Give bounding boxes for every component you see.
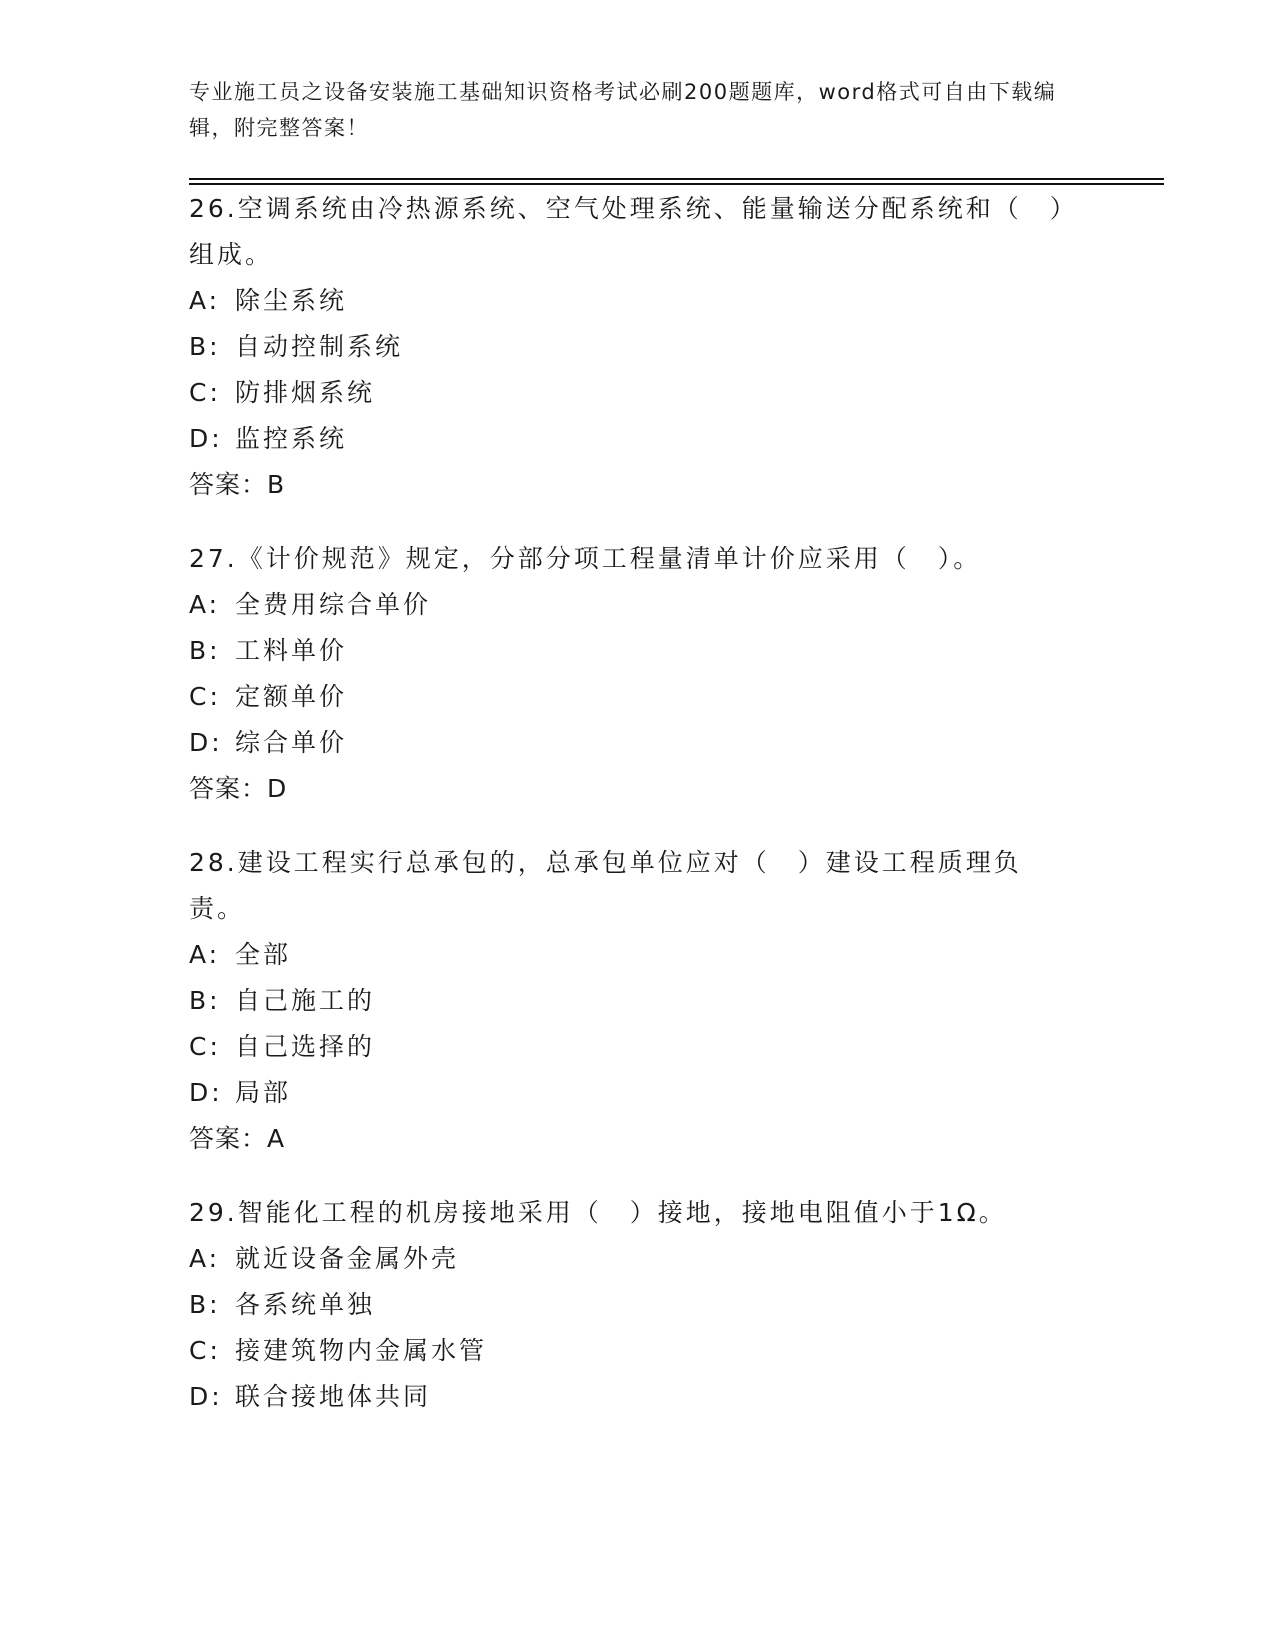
option-letter: A: — [189, 940, 221, 969]
option-text: 防排烟系统 — [235, 378, 376, 407]
option-text: 定额单价 — [235, 682, 348, 711]
answer-line: 答案：D — [189, 774, 288, 803]
header-divider-bottom — [189, 183, 1164, 185]
answer-line: 答案：B — [189, 470, 286, 499]
option-letter: C: — [189, 1032, 221, 1061]
option-text: 自动控制系统 — [235, 332, 404, 361]
option-letter: D: — [189, 1382, 223, 1411]
option-text: 就近设备金属外壳 — [235, 1244, 460, 1273]
answer-line: 答案：A — [189, 1124, 286, 1153]
option-text: 各系统单独 — [235, 1290, 376, 1319]
option-c — [189, 1024, 1069, 1070]
option-text: 监控系统 — [235, 424, 348, 453]
option-text: 自己施工的 — [235, 986, 376, 1015]
option-c — [189, 1328, 1069, 1374]
option-text: 工料单价 — [235, 636, 348, 665]
option-a — [189, 582, 1069, 628]
option-letter: A: — [189, 1244, 221, 1273]
option-d — [189, 720, 1069, 766]
question-29 — [189, 1190, 1069, 1420]
option-text: 自己选择的 — [235, 1032, 376, 1061]
option-d — [189, 1070, 1069, 1116]
option-letter: A: — [189, 286, 221, 315]
option-text: 全费用综合单价 — [235, 590, 432, 619]
option-d — [189, 416, 1069, 462]
option-letter: C: — [189, 378, 221, 407]
option-text: 全部 — [235, 940, 292, 969]
option-b — [189, 1282, 1069, 1328]
option-letter: B: — [189, 1290, 221, 1319]
option-text: 联合接地体共同 — [235, 1382, 432, 1411]
option-letter: A: — [189, 590, 221, 619]
question-26 — [189, 186, 1069, 508]
option-text: 接建筑物内金属水管 — [235, 1336, 488, 1365]
option-letter: C: — [189, 682, 221, 711]
question-stem: 29.智能化工程的机房接地采用（ ）接地，接地电阻值小于1Ω。 — [189, 1198, 1007, 1227]
option-letter: D: — [189, 728, 223, 757]
option-b — [189, 628, 1069, 674]
question-stem: 27.《计价规范》规定，分部分项工程量清单计价应采用（ ）。 — [189, 544, 982, 573]
option-text: 除尘系统 — [235, 286, 348, 315]
option-text: 局部 — [235, 1078, 292, 1107]
option-c — [189, 674, 1069, 720]
question-stem: 28.建设工程实行总承包的，总承包单位应对（ ）建设工程质理负责。 — [189, 848, 1022, 923]
option-a — [189, 1236, 1069, 1282]
option-c — [189, 370, 1069, 416]
option-d — [189, 1374, 1069, 1420]
option-letter: B: — [189, 332, 221, 361]
option-a — [189, 932, 1069, 978]
option-letter: C: — [189, 1336, 221, 1365]
question-27 — [189, 536, 1069, 812]
question-stem: 26.空调系统由冷热源系统、空气处理系统、能量输送分配系统和（ ）组成。 — [189, 194, 1066, 269]
option-b — [189, 978, 1069, 1024]
document-header: 专业施工员之设备安装施工基础知识资格考试必刷200题题库，word格式可自由下载编辑，附完整答案！ — [189, 80, 1057, 140]
option-text: 综合单价 — [235, 728, 348, 757]
option-letter: B: — [189, 986, 221, 1015]
header-divider-top — [189, 178, 1164, 180]
option-b — [189, 324, 1069, 370]
option-letter: D: — [189, 1078, 223, 1107]
option-letter: D: — [189, 424, 223, 453]
option-a — [189, 278, 1069, 324]
option-letter: B: — [189, 636, 221, 665]
question-28 — [189, 840, 1069, 1162]
